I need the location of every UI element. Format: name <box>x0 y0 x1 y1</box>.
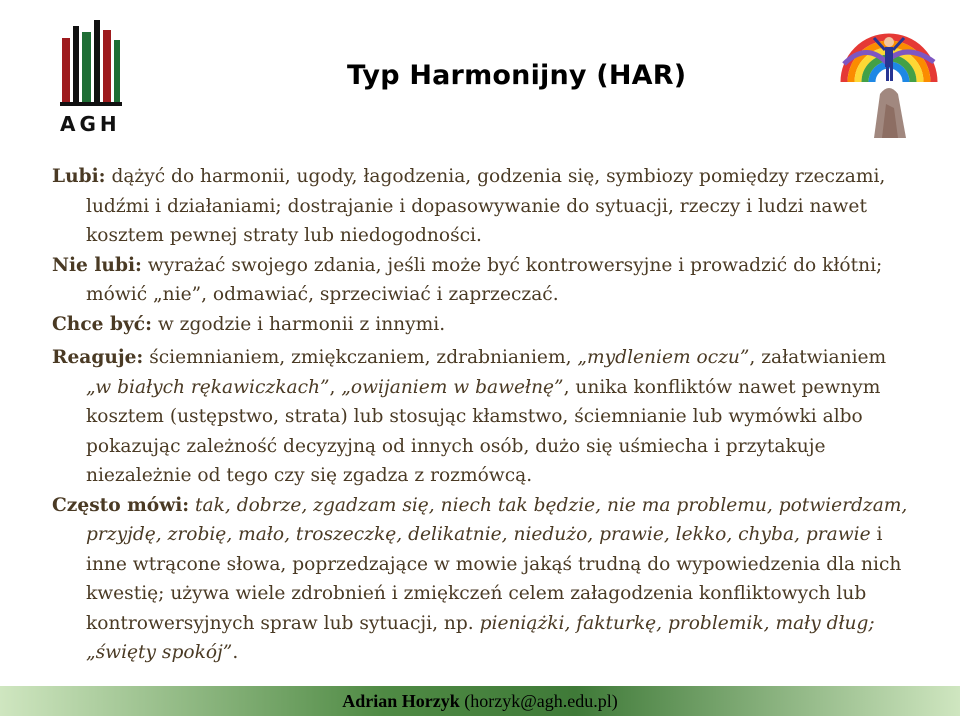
page-title: Typ Harmonijny (HAR) <box>347 60 687 91</box>
dislikes-text: wyrażać swojego zdania, jeśli może być kontrowersyjne i prowadzić do kłótni; mówić „nie”, odmawiać, sprzeciwiać i zaprzeczać. <box>86 254 883 305</box>
agh-logo <box>52 18 134 138</box>
reacts-text-4: , unika konfliktów nawet pewnym kosztem (ustępstwo, strata) lub stosując kłamstwo, ściemnianie lub wymówki albo pokazując zależność decyzyjną od innych osób, dużo się uśmiecha i przytakuje niezależnie od tego czy się zgadza z rozmówcą. <box>86 376 881 486</box>
says-text-2: . <box>232 642 239 663</box>
rainbow-figure-illustration <box>836 12 942 140</box>
wants-text: w zgodzie i harmonii z innymi. <box>151 313 446 335</box>
reacts-italic-1: „mydleniem oczu” <box>577 347 750 368</box>
content-body <box>52 162 912 668</box>
wants-paragraph <box>52 310 912 340</box>
likes-paragraph <box>52 162 912 251</box>
says-paragraph <box>52 491 912 668</box>
says-text-1: i inne wtrącone słowa, poprzedzające w mowie jakąś trudną do wypowiedzenia dla nich kwestię; używa wiele zdrobnień i zmiękczeń celem załagodzenia konfliktowych lub kontrowersyjnych spraw lub sytuacji, np. <box>86 524 902 634</box>
reacts-italic-2: „w białych rękawiczkach” <box>86 376 330 398</box>
says-italic-2: pieniążki, fakturkę, problemik, mały dług; „święty spokój” <box>86 612 875 663</box>
author-name: Adrian Horzyk <box>342 691 460 711</box>
says-italic-1: tak, dobrze, zgadzam się, niech tak będzie, nie ma problemu, potwierdzam, przyjdę, zrobię, mało, troszeczkę, delikatnie, niedużo, prawie, lekko, chyba, prawie <box>86 494 908 545</box>
footer-bar <box>0 686 960 716</box>
reacts-text-1: ściemnianiem, zmiękczaniem, zdrabnianiem, <box>143 347 578 368</box>
dislikes-paragraph <box>52 251 912 310</box>
dislikes-label: Nie lubi: <box>52 254 142 276</box>
reacts-italic-3: „owijaniem w bawełnę” <box>341 376 564 398</box>
likes-label: Lubi: <box>52 166 106 187</box>
footer-credit <box>0 691 960 712</box>
author-email: (horzyk@agh.edu.pl) <box>459 691 618 711</box>
reacts-label: Reaguje: <box>52 347 144 368</box>
wants-label: Chce być: <box>52 313 152 335</box>
reacts-paragraph <box>52 343 912 491</box>
says-label: Często mówi: <box>52 494 190 516</box>
reacts-text-3: , <box>329 376 342 398</box>
likes-text: dążyć do harmonii, ugody, łagodzenia, godzenia się, symbiozy pomiędzy rzeczami, ludźmi i działaniami; dostrajanie i dopasowywanie do sytuacji, rzeczy i ludzi nawet kosztem pewnej straty lub niedogodności. <box>86 166 886 246</box>
reacts-text-2: , załatwianiem <box>749 347 887 368</box>
logo-text: AGH <box>60 112 121 136</box>
